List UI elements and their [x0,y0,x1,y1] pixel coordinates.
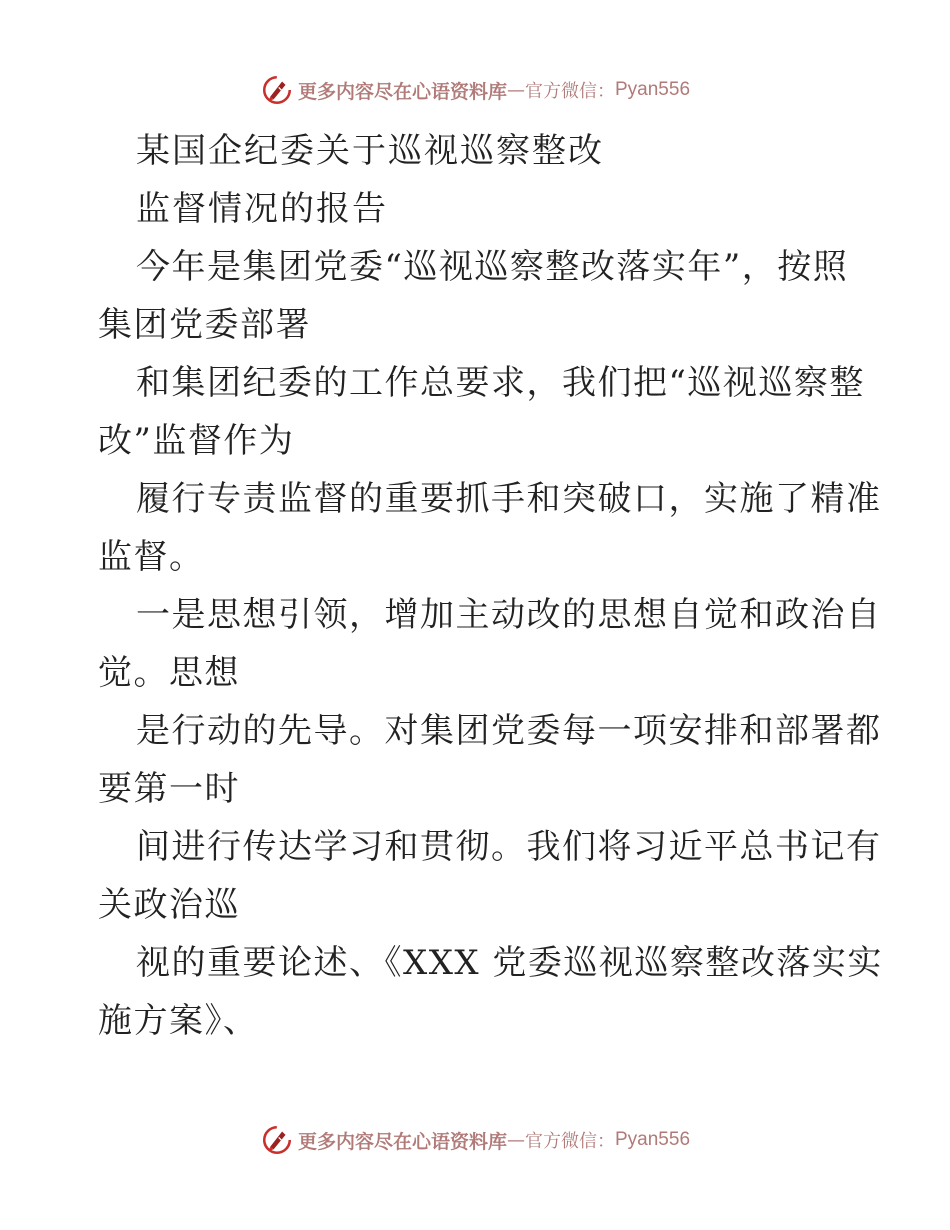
doc-title-line-1: 某国企纪委关于巡视巡察整改 [136,131,604,171]
doc-line: 改”监督作为 [98,421,295,461]
doc-line: 一是思想引领，增加主动改的思想自觉和政治自 [136,595,882,635]
watermark-label: 官方微信： [525,1131,615,1152]
doc-line: 觉。思想 [98,653,240,693]
doc-line: 集团党委部署 [98,305,311,345]
watermark-footer [0,1120,950,1160]
doc-line: 监督。 [98,537,205,577]
doc-line: 视的重要论述、《XXX 党委巡视巡察整改落实实 [136,943,883,983]
doc-title-line-2: 监督情况的报告 [136,189,388,229]
document-body [98,122,883,1050]
doc-line: 要第一时 [98,769,240,809]
doc-line: 履行专责监督的重要抓手和突破口，实施了精准 [136,479,882,519]
watermark-brand: 更多内容尽在心语资料库 [297,80,507,103]
pen-nib-logo-icon [260,73,294,107]
watermark-label: 官方微信： [525,81,615,102]
doc-line: 间进行传达学习和贯彻。我们将习近平总书记有 [136,827,882,867]
doc-line: 关政治巡 [98,885,240,925]
doc-paragraphs [98,238,883,1050]
watermark-handle: Pyan556 [615,1129,691,1150]
watermark-brand: 更多内容尽在心语资料库 [297,1130,507,1153]
doc-line: 今年是集团党委“巡视巡察整改落实年”，按照 [136,247,849,287]
watermark-separator: — [507,1129,525,1151]
watermark-separator: — [507,79,525,101]
pen-nib-logo-icon [260,1123,294,1157]
doc-line: 施方案》、 [98,1001,259,1041]
watermark-handle: Pyan556 [615,79,691,100]
watermark-header [0,70,950,110]
doc-line: 和集团纪委的工作总要求，我们把“巡视巡察整 [136,363,865,403]
doc-line: 是行动的先导。对集团党委每一项安排和部署都 [136,711,882,751]
